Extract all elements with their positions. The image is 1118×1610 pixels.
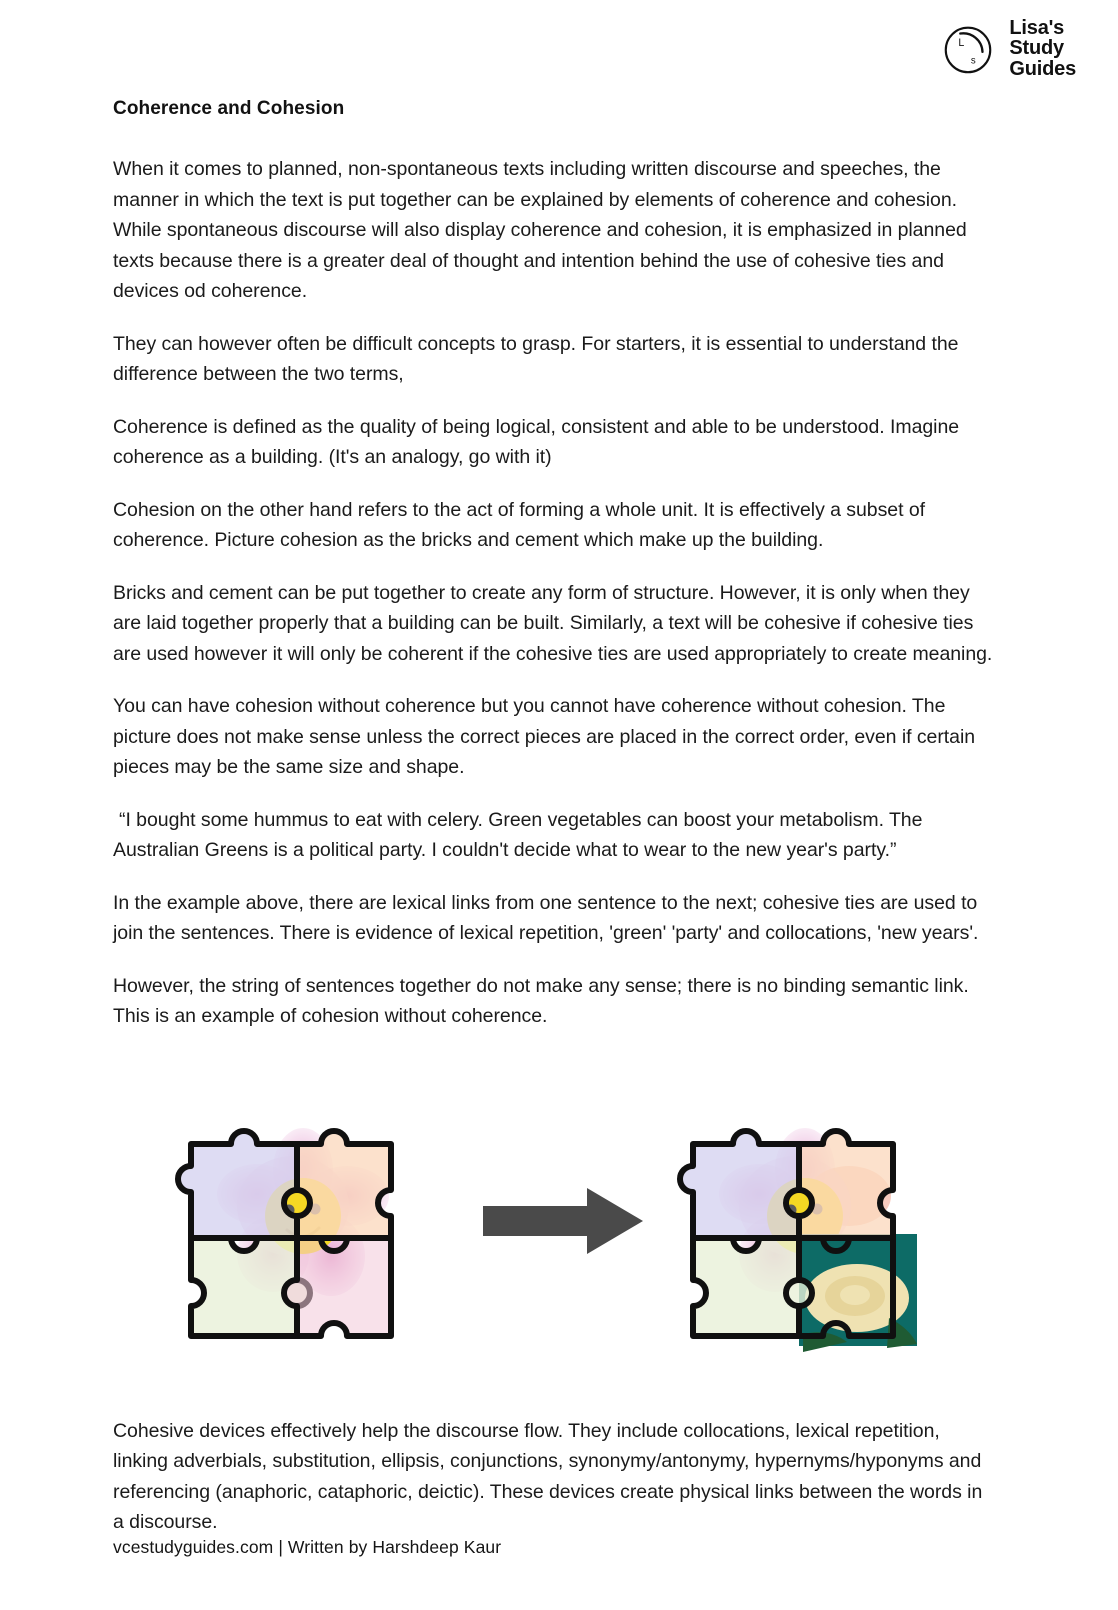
- puzzle-piece-top-right: [799, 1131, 893, 1238]
- puzzle-piece-top-left: [178, 1131, 297, 1238]
- brand-logo: [939, 18, 1076, 79]
- coherent-puzzle-illustration: [173, 1066, 433, 1366]
- document-body: [113, 98, 993, 1560]
- puzzle-piece-bottom-left: [693, 1238, 812, 1336]
- paragraph-1: When it comes to planned, non-spontaneous texts including written discourse and speeches, the manner in which the text is put together can be explained by elements of coherence and cohesion. While spontaneous discourse will also display coherence and cohesion, it is emphasized in planned texts because there is a greater deal of thought and intention behind the use of cohesive ties and devices od coherence.: [113, 158, 967, 302]
- brand-line-3: Guides: [1009, 57, 1076, 80]
- lisas-study-guides-circle-logo-icon: [939, 20, 997, 78]
- footer-credit: vcestudyguides.com | Written by Harshdeep Kaur: [113, 1537, 502, 1557]
- right-arrow-icon: [483, 1188, 643, 1254]
- svg-text:L: L: [958, 36, 965, 49]
- closing-paragraph: Cohesive devices effectively help the discourse flow. They include collocations, lexical repetition, linking adverbials, substitution, ellipsis, conjunctions, synonymy/antonymy, hypernyms/hyponyms and referencing (anaphoric, cataphoric, deictic). These devices create physical links between the words in a discourse.: [113, 1419, 983, 1533]
- brand-line-2: Study: [1009, 37, 1064, 60]
- paragraph-3: Coherence is defined as the quality of being logical, consistent and able to be understood. Imagine coherence as a building. (It's an analogy, go with it): [113, 415, 960, 468]
- svg-text:s: s: [971, 55, 977, 67]
- paragraph-9: However, the string of sentences together do not make any sense; there is no binding semantic link. This is an example of cohesion without coherence.: [113, 974, 969, 1027]
- page-title: Coherence and Cohesion: [113, 98, 345, 119]
- puzzle-piece-top-right: [297, 1131, 391, 1238]
- paragraph-8: In the example above, there are lexical links from one sentence to the next; cohesive ties are used to join the sentences. There is evidence of lexical repetition, 'green' 'party' and collocations, 'new years'.: [113, 891, 979, 944]
- brand-line-1: Lisa's: [1009, 17, 1065, 39]
- incoherent-puzzle-illustration: [675, 1066, 935, 1366]
- puzzle-figure: [113, 1066, 993, 1386]
- paragraph-5: Bricks and cement can be put together to create any form of structure. However, it is only when they are laid together properly that a building can be built. Similarly, a text will be cohesive if cohesive ties are used however it will only be coherent if the cohesive ties are used appropriately to create meaning.: [113, 581, 993, 665]
- paragraph-2: They can however often be difficult concepts to grasp. For starters, it is essential to understand the difference between the two terms,: [113, 332, 959, 385]
- puzzle-piece-bottom-right: [284, 1238, 391, 1336]
- brand-wordmark: [1009, 18, 1076, 79]
- puzzle-piece-top-left: [680, 1131, 799, 1238]
- paragraph-4: Cohesion on the other hand refers to the act of forming a whole unit. It is effectively a subset of coherence. Picture cohesion as the bricks and cement which make up the building.: [113, 498, 925, 551]
- paragraph-6: You can have cohesion without coherence but you cannot have coherence without cohesion. The picture does not make sense unless the correct pieces are placed in the correct order, even if certain pieces may be the same size and shape.: [113, 695, 976, 778]
- puzzle-pieces: [178, 1131, 391, 1336]
- example-quote-paragraph: “I bought some hummus to eat with celery. Green vegetables can boost your metabolism. The Australian Greens is a political party. I couldn't decide what to wear to the new year's party.”: [113, 808, 923, 861]
